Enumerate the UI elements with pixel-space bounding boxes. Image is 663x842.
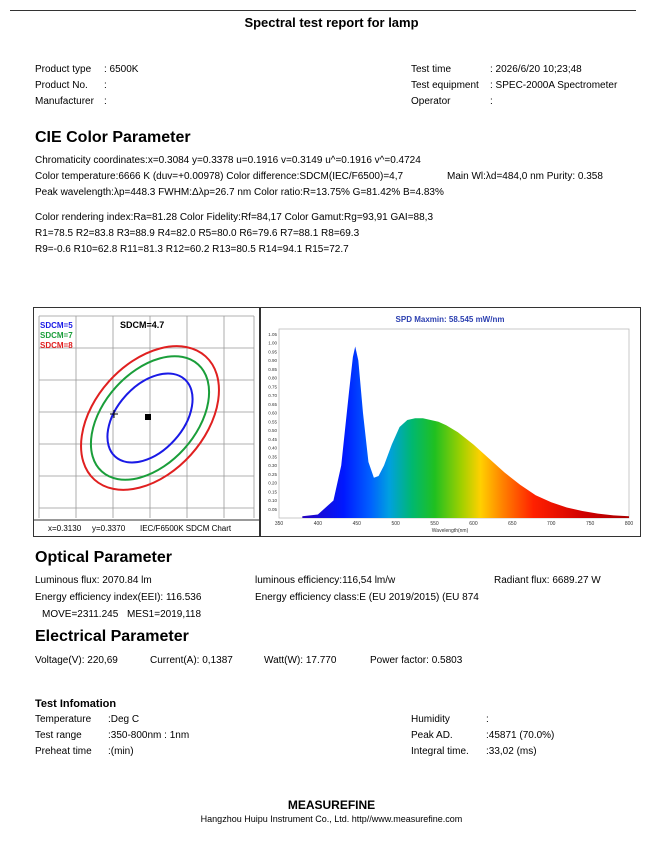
spd-y-tick-label: 0.20: [268, 480, 277, 486]
luminous-flux: Luminous flux: 2070.84 lm: [35, 575, 152, 586]
test-info-heading: Test Infomation: [35, 698, 117, 710]
spd-y-tick-label: 0.55: [268, 419, 277, 425]
footer-address: Hangzhou Huipu Instrument Co., Ltd. http//www.measurefine.com: [200, 814, 463, 824]
spd-x-tick-label: 550: [430, 521, 439, 527]
spd-xlabel: Wavelength(nm): [431, 528, 469, 534]
cie-line-peak: Peak wavelength:λp=448.3 FWHM:Δλp=26.7 nm Color ratio:R=13.75% G=81.42% B=4.83%: [35, 187, 444, 198]
product-no-label: Product No.: [35, 80, 88, 91]
humidity-label: Humidity: [411, 714, 450, 725]
cie-line-cri: Color rendering index:Ra=81.28 Color Fidelity:Rf=84,17 Color Gamut:Rg=93,91 GAI=88,3: [35, 212, 434, 223]
spd-y-tick-label: 0.65: [268, 401, 277, 407]
power-factor: Power factor: 0.5803: [370, 655, 463, 666]
report-title: Spectral test report for lamp: [244, 15, 419, 30]
sdcm-footer-y: y=0.3370: [92, 524, 126, 533]
sdcm-chart: [33, 307, 261, 537]
spd-curve: [302, 347, 629, 519]
spd-y-tick-label: 0.50: [268, 428, 277, 433]
mes-value: MES1=2019,118: [127, 609, 202, 620]
product-type-label: Product type: [35, 64, 92, 75]
test-equipment-label: Test equipment: [411, 80, 479, 91]
spd-y-tick-label: 0.25: [268, 471, 277, 477]
spd-y-tick-label: 1.05: [268, 331, 277, 337]
temperature-value: :Deg C: [108, 714, 140, 725]
sdcm-legend-5: SDCM=5: [40, 321, 73, 330]
operator-value: :: [490, 96, 493, 107]
cie-line-r9-r15: R9=-0.6 R10=62.8 R11=81.3 R12=60.2 R13=80.5 R14=94.1 R15=72.7: [35, 244, 349, 255]
product-no-value: :: [104, 80, 107, 91]
temperature-label: Temperature: [35, 714, 92, 725]
sdcm-legend-8: SDCM=8: [40, 341, 73, 350]
sdcm-center-point: [145, 414, 151, 420]
test-time-value: : 2026/6/20 10;23;48: [490, 64, 582, 75]
footer-company: MEASUREFINE: [287, 798, 376, 812]
optical-heading: Optical Parameter: [35, 549, 172, 566]
radiant-flux: Radiant flux: 6689.27 W: [494, 575, 601, 586]
voltage: Voltage(V): 220,69: [35, 655, 118, 666]
test-range-label: Test range: [35, 730, 82, 741]
spd-x-tick-label: 700: [547, 521, 556, 527]
cie-line-chromaticity: Chromaticity coordinates:x=0.3084 y=0.3378 u=0.1916 v=0.3149 u^=0.1916 v^=0.4724: [35, 155, 421, 166]
spd-y-tick-label: 0.85: [268, 366, 277, 372]
luminous-efficiency: luminous efficiency:116,54 lm/w: [255, 575, 396, 586]
spd-x-tick-label: 400: [313, 521, 323, 527]
spd-x-tick-label: 750: [585, 521, 595, 527]
integral-time-value: :33,02 (ms): [486, 746, 537, 757]
spd-y-tick-label: 0.40: [268, 445, 277, 451]
test-time-label: Test time: [411, 64, 452, 75]
spd-y-tick-label: 0.35: [268, 454, 277, 460]
test-range-value: :350-800nm : 1nm: [108, 730, 190, 741]
product-type-value: : 6500K: [104, 64, 139, 75]
spd-chart: [259, 307, 641, 537]
header-rule: [10, 10, 636, 11]
eei: Energy efficiency index(EEI): 116.536: [35, 592, 202, 603]
peak-ad-label: Peak AD.: [411, 730, 453, 741]
spd-y-tick-label: 0.95: [268, 349, 277, 355]
electrical-heading: Electrical Parameter: [35, 628, 189, 645]
peak-ad-value: :45871 (70.0%): [486, 730, 555, 741]
current: Current(A): 0,1387: [150, 655, 233, 666]
spd-y-tick-label: 0.05: [268, 506, 277, 512]
spd-y-tick-label: 0.90: [268, 358, 277, 363]
manufacturer-label: Manufacturer: [35, 96, 94, 107]
spd-y-tick-label: 0.15: [268, 489, 277, 495]
spd-x-tick-label: 500: [391, 521, 400, 527]
spd-x-tick-label: 650: [508, 521, 517, 527]
eei-class: Energy efficiency class:E (EU 2019/2015) (EU 874: [255, 592, 479, 603]
preheat-value: :(min): [108, 746, 134, 757]
spd-x-tick-label: 600: [469, 521, 478, 527]
move-value: MOVE=2311.245: [42, 609, 119, 620]
sdcm-value: SDCM=4.7: [120, 320, 165, 330]
operator-label: Operator: [411, 96, 451, 107]
humidity-value: :: [486, 714, 489, 725]
spd-y-tick-label: 0.30: [268, 463, 277, 468]
cie-line-color-temp: Color temperature:6666 K (duv=+0.00978) Color difference:SDCM(IEC/F6500)=4,7: [35, 171, 404, 182]
cie-line-main-wl: Main Wl:λd=484,0 nm Purity: 0.358: [447, 171, 603, 182]
sdcm-footer-x: x=0.3130: [48, 524, 82, 533]
spd-title: SPD Maxmin: 58.545 mW/nm: [395, 315, 505, 324]
spd-x-tick-label: 450: [352, 521, 361, 527]
sdcm-footer-name: IEC/F6500K SDCM Chart: [140, 524, 232, 533]
spd-y-tick-label: 0.10: [268, 498, 277, 503]
manufacturer-value: :: [104, 96, 107, 107]
spd-chart-svg: [260, 308, 640, 536]
sdcm-chart-svg: [34, 308, 260, 536]
spd-y-tick-label: 0.80: [268, 375, 277, 381]
spd-y-tick-label: 0.70: [268, 393, 277, 398]
test-equipment-value: : SPEC-2000A Spectrometer: [490, 80, 618, 91]
integral-time-label: Integral time.: [411, 746, 469, 757]
spd-y-tick-label: 0.45: [268, 436, 277, 442]
sdcm-legend-7: SDCM=7: [40, 331, 73, 340]
cie-heading: CIE Color Parameter: [35, 129, 191, 146]
preheat-label: Preheat time: [35, 746, 92, 757]
spd-y-tick-label: 0.75: [268, 384, 277, 390]
spd-y-tick-label: 0.60: [268, 410, 277, 416]
spd-x-tick-label: 350: [274, 521, 284, 527]
watt: Watt(W): 17.770: [264, 655, 337, 666]
spd-y-tick-label: 1.00: [268, 340, 277, 346]
spd-x-tick-label: 800: [624, 521, 634, 527]
cie-line-r1-r8: R1=78.5 R2=83.8 R3=88.9 R4=82.0 R5=80.0 R6=79.6 R7=88.1 R8=69.3: [35, 228, 360, 239]
